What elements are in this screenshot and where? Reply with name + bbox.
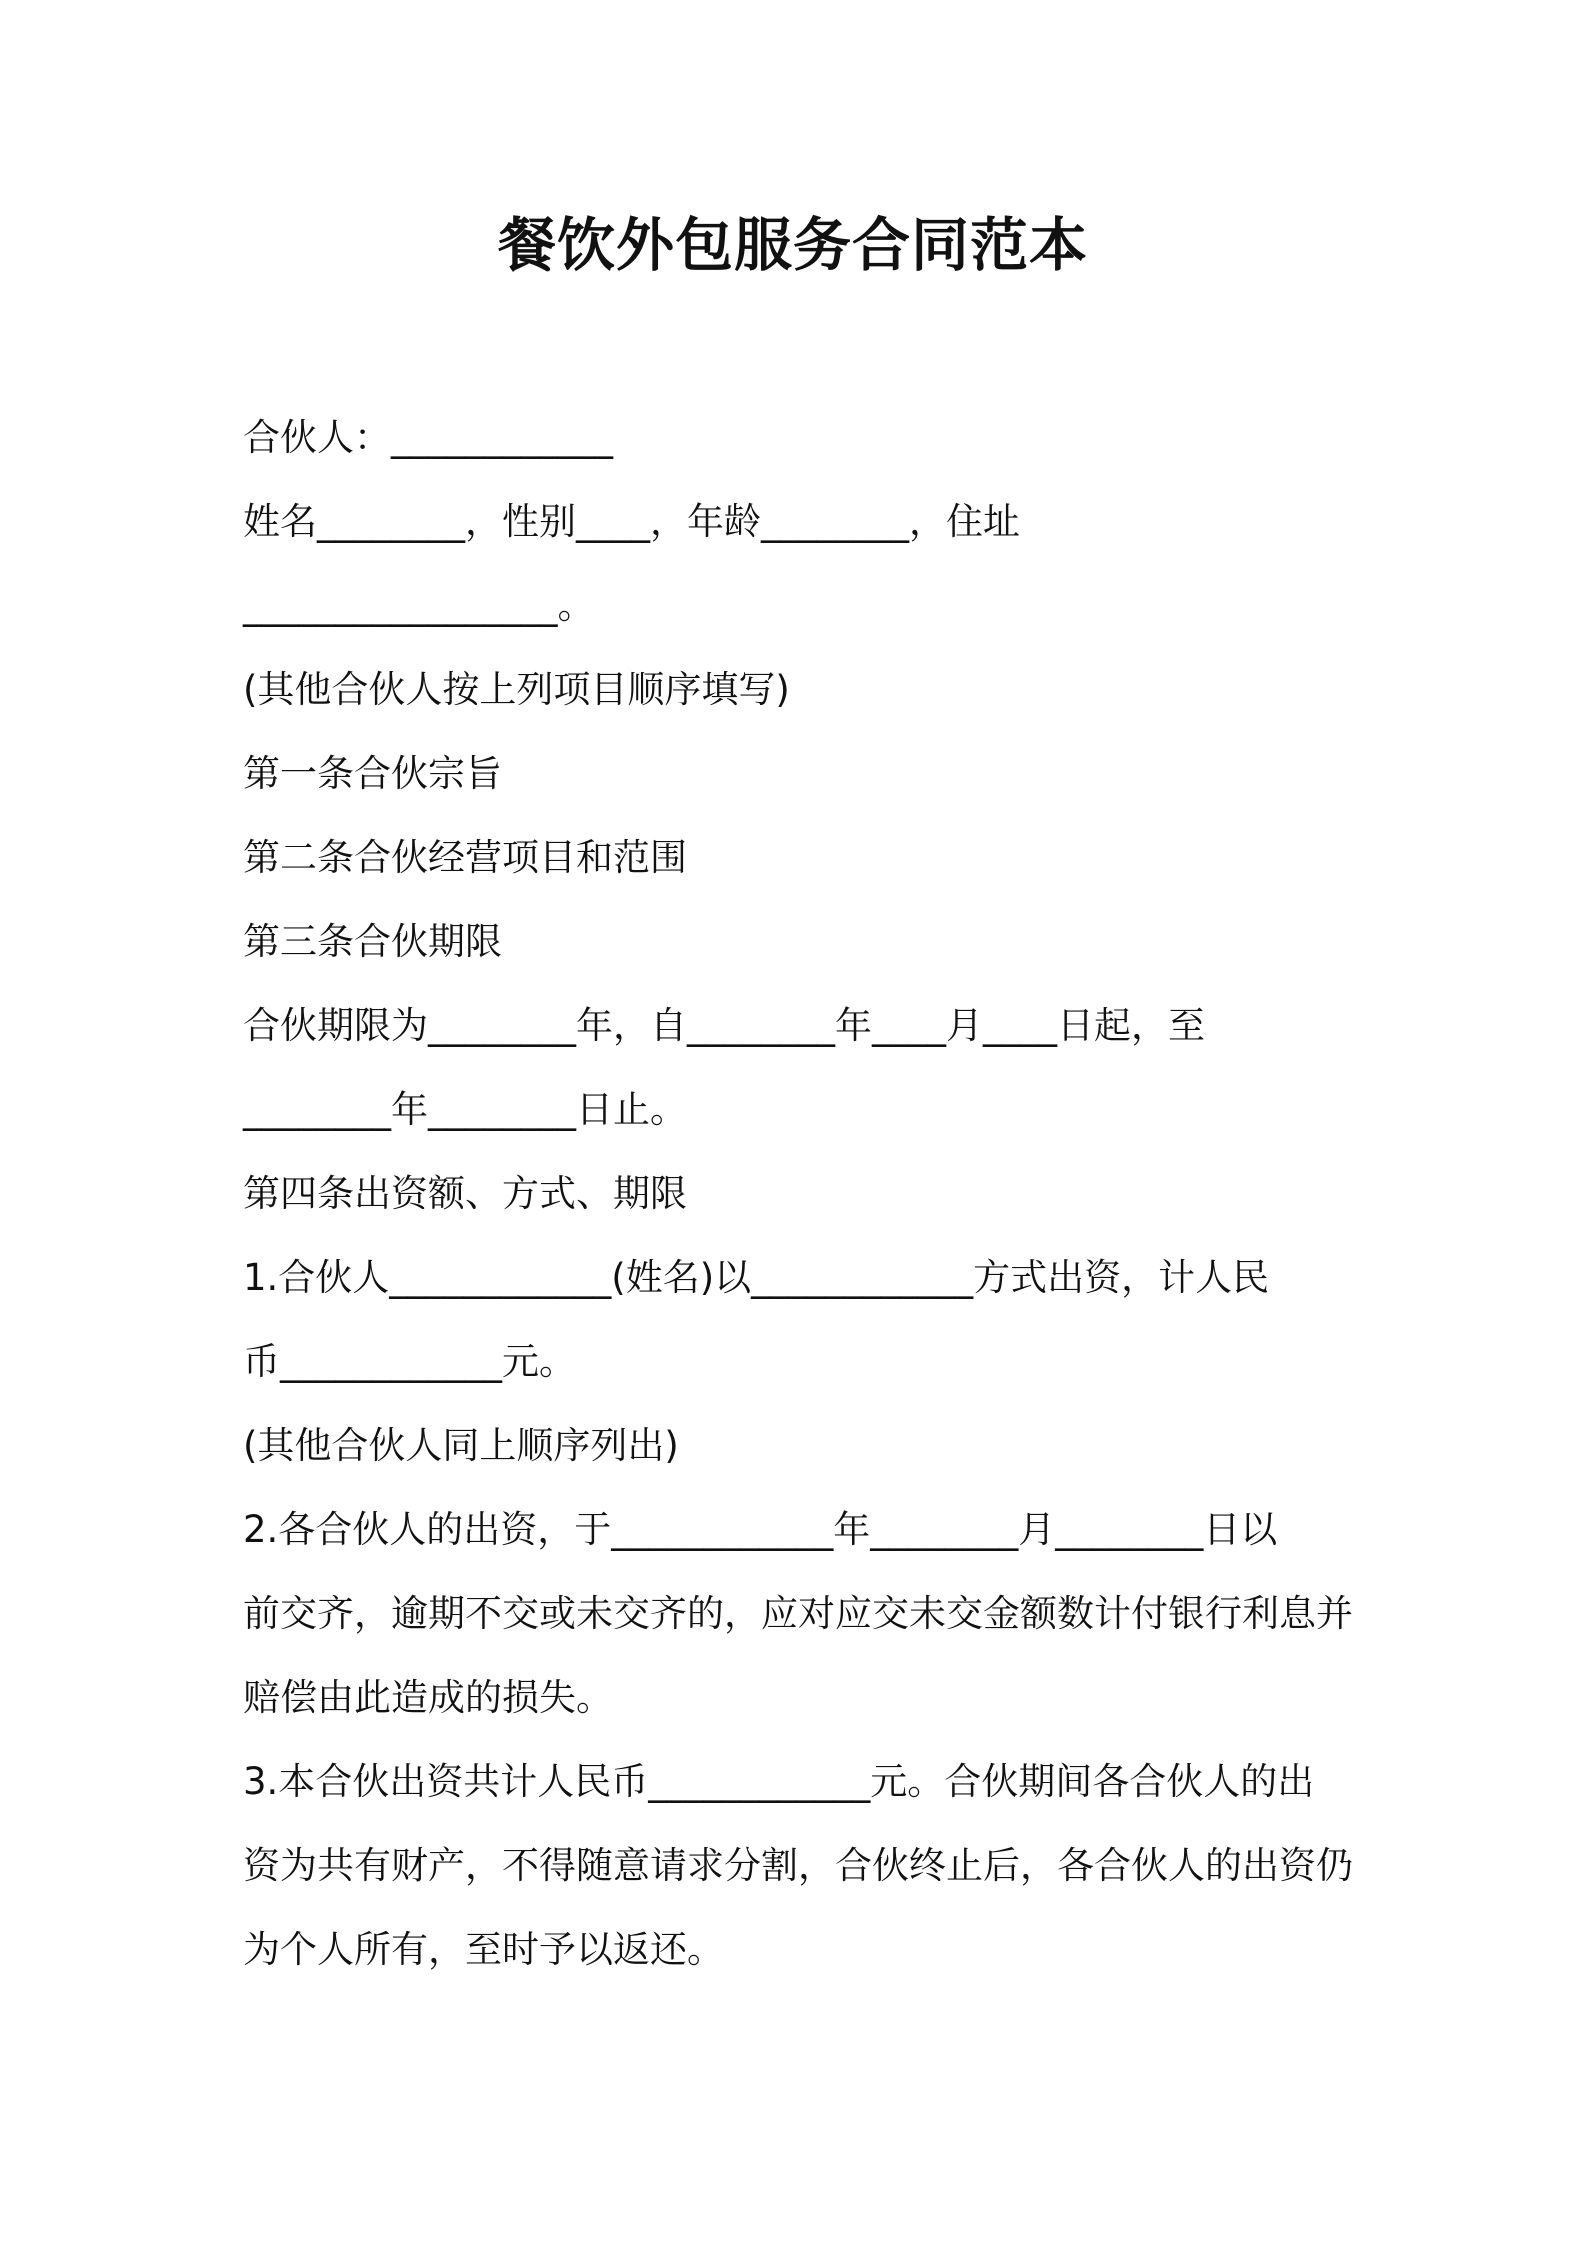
clause-3-line-3: 为个人所有，至时予以返还。 — [243, 1928, 724, 1971]
article-1-heading: 第一条合伙宗旨 — [243, 752, 502, 795]
address-blank-line: _________________。 — [243, 584, 595, 627]
article-2-heading: 第二条合伙经营项目和范围 — [243, 836, 687, 879]
clause-3-line-1: 3.本合伙出资共计人民币____________元。合伙期间各合伙人的出 — [243, 1760, 1315, 1803]
clause-3-line-2: 资为共有财产，不得随意请求分割，合伙终止后，各合伙人的出资仍 — [243, 1844, 1353, 1887]
term-line-1: 合伙期限为________年，自________年____月____日起，至 — [243, 1004, 1205, 1047]
partner-line: 合伙人：____________ — [243, 416, 613, 459]
other-partners-note: (其他合伙人按上列项目顺序填写) — [243, 668, 790, 711]
partner-info-line: 姓名________，性别____，年龄________，住址 — [243, 500, 1020, 543]
clause-1-line-1: 1.合伙人____________(姓名)以____________方式出资，计人民 — [243, 1256, 1270, 1299]
clause-1-line-2: 币____________元。 — [243, 1340, 576, 1383]
clause-2-line-3: 赔偿由此造成的损失。 — [243, 1676, 613, 1719]
document-title: 餐饮外包服务合同范本 — [497, 211, 1088, 279]
other-partners-list-note: (其他合伙人同上顺序列出) — [243, 1424, 679, 1467]
article-3-heading: 第三条合伙期限 — [243, 920, 502, 963]
clause-2-line-2: 前交齐，逾期不交或未交齐的，应对应交未交金额数计付银行利息并 — [243, 1592, 1353, 1635]
clause-2-line-1: 2.各合伙人的出资，于____________年________月________日以 — [243, 1508, 1278, 1551]
term-line-2: ________年________日止。 — [243, 1088, 687, 1131]
article-4-heading: 第四条出资额、方式、期限 — [243, 1172, 687, 1215]
